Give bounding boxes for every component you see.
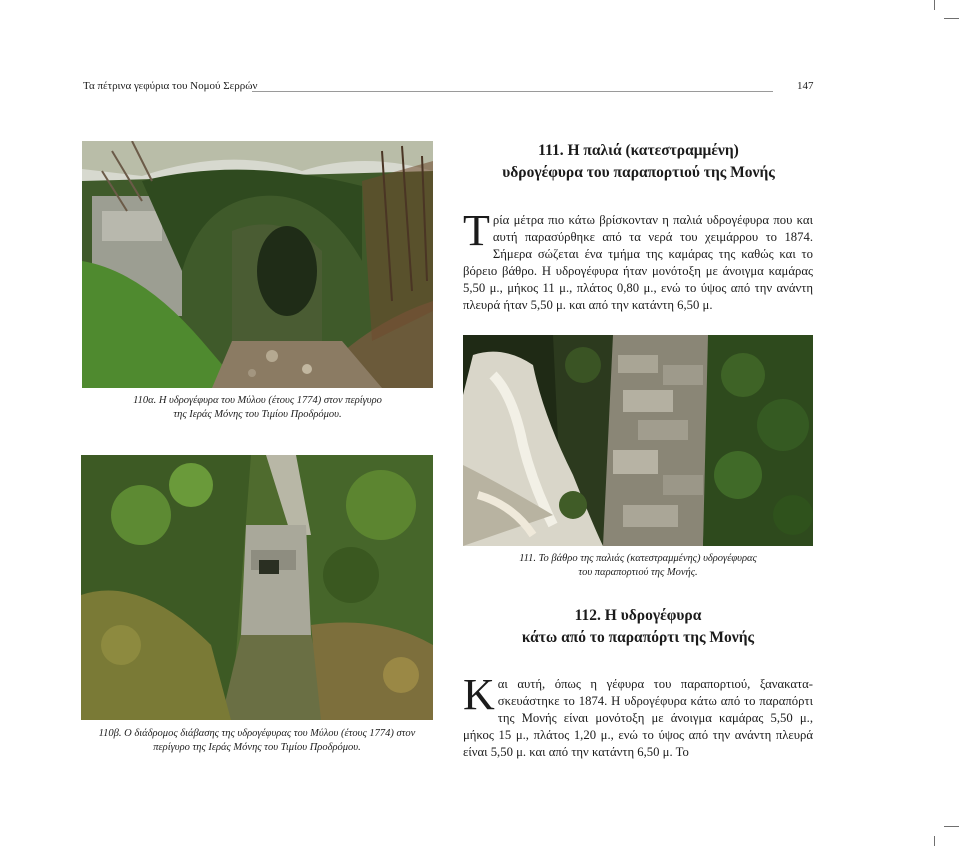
photo-111 xyxy=(463,335,813,546)
section-112-heading xyxy=(463,605,813,649)
caption-111 xyxy=(463,552,813,580)
section-112-dropcap: Κ xyxy=(463,670,495,719)
page-number: 147 xyxy=(797,80,814,92)
section-111-body xyxy=(463,206,813,314)
section-112-heading-line2: κάτω από το παραπόρτι της Μονής xyxy=(521,629,755,646)
photo-overgrown-path-stone-structure xyxy=(81,455,433,720)
section-112-heading-line1: 112. Η υδρογέφυρα xyxy=(574,607,702,624)
caption-111-line2: του παραπορτιού της Μονής. xyxy=(578,567,698,578)
section-111-dropcap: Τ xyxy=(463,206,490,255)
caption-111-line1: 111. Το βάθρο της παλιάς (κατεστραμμένης) υδρογέφυρας xyxy=(519,553,757,564)
photo-ruined-aqueduct-arch-ivy xyxy=(82,141,433,388)
photo-110b xyxy=(81,455,433,720)
caption-110b-line2: περίγυρο της Ιεράς Μόνης του Τιμίου Προδρόμου. xyxy=(153,742,361,753)
photo-110a xyxy=(82,141,433,388)
section-112-text: αι αυτή, όπως η γέφυρα του παραπορτιού, ξανακατα-σκευάστηκε το 1874. Η υδρογέφυρα κάτω από το παραπόρτι της Μονής είναι μονότοξη με άνοιγμα καμάρας 5,50 μ., μήκος 15 μ., πλάτος 1,20 μ., ενώ το ύψος από την ανάντη πλευρά είναι 5,50 μ. και από την κατάντη 6,50 μ. Το xyxy=(463,677,813,759)
caption-110b-line1: 110β. Ο διάδρομος διάβασης της υδρογέφυρας του Μύλου (έτους 1774) στον xyxy=(98,728,416,739)
header-rule xyxy=(252,91,773,92)
crop-mark xyxy=(934,836,935,846)
section-111-heading-line1: 111. Η παλιά (κατεστραμμένη) xyxy=(538,142,739,159)
caption-110a xyxy=(82,394,433,422)
caption-110b xyxy=(76,727,438,755)
section-111-text: ρία μέτρα πιο κάτω βρίσκονταν η παλιά υδρογέφυρα που και αυτή παρασύρθηκε από τα νερά του χειμάρρου το 1874. Σήμερα σώζεται ένα τμήμα της καμάρας της καθώς και το βόρειο βάθρο. Η υδρογέφυρα ήταν μονότοξη με άνοιγμα καμάρας 5,50 μ., μήκος 11 μ., πλάτος 0,80 μ., ενώ το ύψος από την ανάντη πλευρά ήταν 5,50 μ. και από την κατάντη 6,50 μ. xyxy=(463,213,813,312)
caption-110a-line1: 110α. Η υδρογέφυρα του Μύλου (έτους 1774) στον περίγυρο xyxy=(133,395,382,406)
crop-mark xyxy=(944,18,959,19)
crop-mark xyxy=(944,826,959,827)
running-title: Τα πέτρινα γεφύρια του Νομού Σερρών xyxy=(83,80,258,92)
section-111-heading-line2: υδρογέφυρα του παραπορτιού της Μονής xyxy=(502,164,775,181)
section-111-heading xyxy=(463,140,814,184)
caption-110a-line2: της Ιεράς Μόνης του Τιμίου Προδρόμου. xyxy=(173,409,342,420)
section-112-body xyxy=(463,670,813,761)
photo-waterfall-stone-abutment xyxy=(463,335,813,546)
crop-mark xyxy=(934,0,935,10)
